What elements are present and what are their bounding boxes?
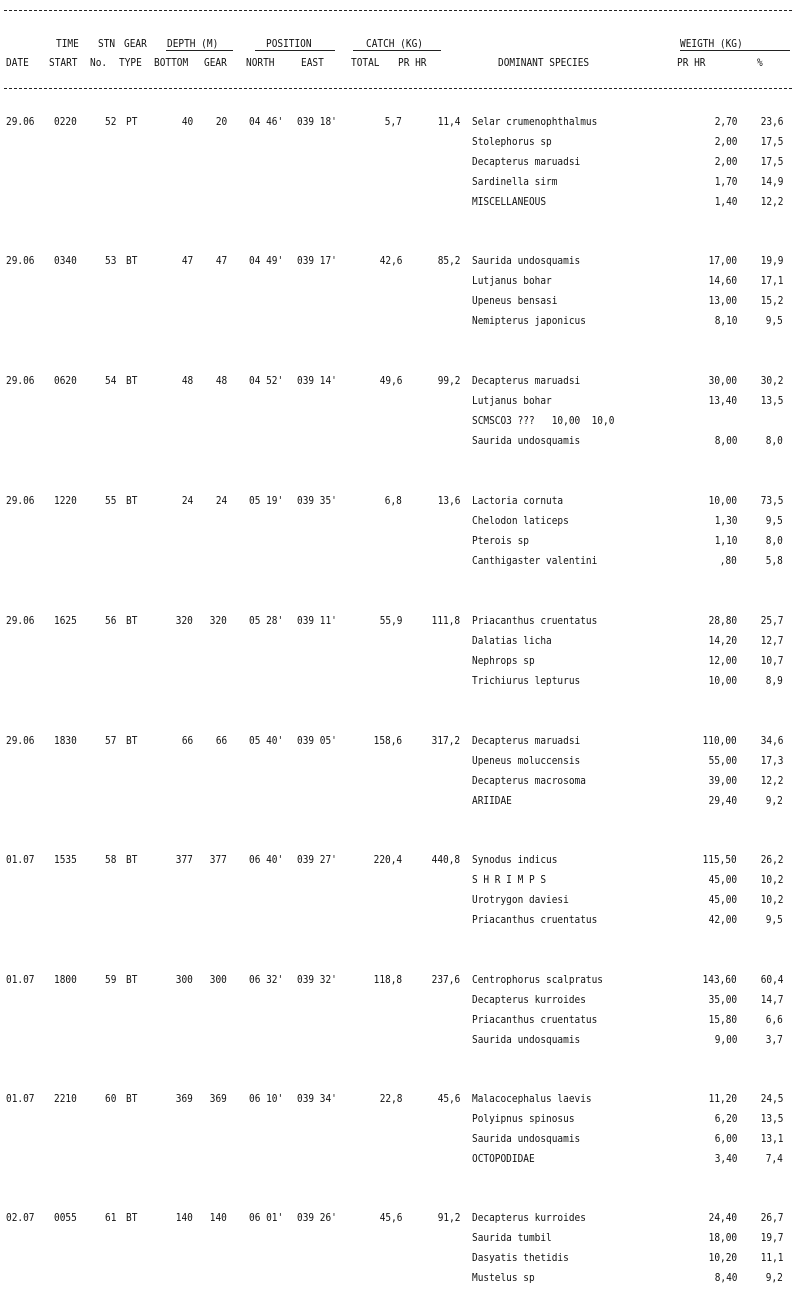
species-name: Sardinella sirm — [472, 175, 558, 188]
header-depth-top: DEPTH (M) — [167, 37, 219, 50]
header-catch-prhr: PR HR — [398, 56, 427, 69]
record-catch-prhr: 99,2 — [437, 374, 460, 387]
species-name: Chelodon laticeps — [472, 514, 569, 527]
record-depth-gear: 20 — [215, 115, 227, 128]
species-weight-percent: 9,5 — [765, 913, 783, 926]
species-weight-percent: 17,1 — [760, 274, 783, 287]
species-weight-prhr: 10,20 — [708, 1251, 737, 1264]
species-name: Upeneus bensasi — [472, 294, 558, 307]
species-weight-prhr: 2,00 — [714, 155, 737, 168]
record-depth-bottom: 377 — [175, 853, 193, 866]
record-position-east: 039 26' — [297, 1211, 337, 1224]
species-name: Priacanthus cruentatus — [472, 913, 598, 926]
species-weight-prhr: 15,80 — [708, 1013, 737, 1026]
record-time-start: 1625 — [54, 614, 77, 627]
species-weight-percent: 9,5 — [765, 514, 783, 527]
species-weight-prhr: 42,00 — [708, 913, 737, 926]
record-date: 29.06 — [6, 614, 35, 627]
header-north: NORTH — [246, 56, 275, 69]
header-catch-top: CATCH (KG) — [366, 37, 423, 50]
species-weight-percent: 30,2 — [760, 374, 783, 387]
species-weight-percent: 5,8 — [765, 554, 783, 567]
record-station-number: 60 — [105, 1092, 117, 1105]
species-name: Urotrygon daviesi — [472, 893, 569, 906]
record-station-number: 59 — [105, 973, 117, 986]
header-position-top: POSITION — [266, 37, 312, 50]
record-catch-total: 49,6 — [379, 374, 402, 387]
header-gear-bottom: TYPE — [119, 56, 142, 69]
species-name: Malacocephalus laevis — [472, 1092, 592, 1105]
record-position-north: 04 49' — [249, 254, 284, 267]
record-catch-prhr: 317,2 — [431, 734, 460, 747]
species-weight-percent: 24,5 — [760, 1092, 783, 1105]
species-weight-percent: 7,4 — [765, 1152, 783, 1165]
record-time-start: 2210 — [54, 1092, 77, 1105]
record-station-number: 54 — [105, 374, 117, 387]
record-position-north: 04 46' — [249, 115, 284, 128]
record-time-start: 0340 — [54, 254, 77, 267]
species-weight-prhr: 8,00 — [714, 434, 737, 447]
top-dashed-rule — [4, 10, 792, 11]
species-name: Pterois sp — [472, 534, 529, 547]
species-weight-prhr: ,80 — [719, 554, 737, 567]
species-weight-prhr: 39,00 — [708, 774, 737, 787]
species-weight-percent: 23,6 — [760, 115, 783, 128]
record-station-number: 57 — [105, 734, 117, 747]
record-date: 29.06 — [6, 734, 35, 747]
record-catch-prhr: 111,8 — [431, 614, 460, 627]
record-position-north: 06 01' — [249, 1211, 284, 1224]
species-name: S H R I M P S — [472, 873, 547, 886]
record-position-east: 039 17' — [297, 254, 337, 267]
record-time-start: 0620 — [54, 374, 77, 387]
species-name: Stolephorus sp — [472, 135, 552, 148]
depth-underline — [166, 50, 233, 51]
record-time-start: 1220 — [54, 494, 77, 507]
species-name: SCMSCO3 ??? 10,00 10,0 — [472, 414, 615, 427]
species-weight-percent: 17,5 — [760, 135, 783, 148]
species-weight-percent: 14,7 — [760, 993, 783, 1006]
position-underline — [255, 50, 335, 51]
species-weight-percent: 13,5 — [760, 394, 783, 407]
record-gear-type: PT — [126, 115, 138, 128]
header-time-bottom: START — [49, 56, 78, 69]
record-date: 01.07 — [6, 1092, 35, 1105]
header-dominant-species: DOMINANT SPECIES — [498, 56, 590, 69]
species-weight-percent: 10,2 — [760, 893, 783, 906]
record-catch-prhr: 11,4 — [437, 115, 460, 128]
record-gear-type: BT — [126, 973, 138, 986]
record-catch-prhr: 237,6 — [431, 973, 460, 986]
record-gear-type: BT — [126, 734, 138, 747]
record-position-east: 039 35' — [297, 494, 337, 507]
species-weight-prhr: 13,00 — [708, 294, 737, 307]
record-position-east: 039 18' — [297, 115, 337, 128]
header-stn-bottom: No. — [90, 56, 108, 69]
record-time-start: 0220 — [54, 115, 77, 128]
header-time-top: TIME — [56, 37, 79, 50]
record-time-start: 1535 — [54, 853, 77, 866]
species-name: Nemipterus japonicus — [472, 314, 586, 327]
species-name: Saurida undosquamis — [472, 434, 581, 447]
record-position-north: 04 52' — [249, 374, 284, 387]
record-depth-bottom: 47 — [181, 254, 193, 267]
record-gear-type: BT — [126, 1211, 138, 1224]
species-weight-percent: 11,1 — [760, 1251, 783, 1264]
record-date: 01.07 — [6, 853, 35, 866]
species-name: Centrophorus scalpratus — [472, 973, 604, 986]
record-depth-bottom: 369 — [175, 1092, 193, 1105]
species-weight-prhr: 143,60 — [702, 973, 737, 986]
record-time-start: 0055 — [54, 1211, 77, 1224]
record-station-number: 52 — [105, 115, 117, 128]
species-weight-prhr: 55,00 — [708, 754, 737, 767]
record-catch-total: 6,8 — [384, 494, 402, 507]
record-gear-type: BT — [126, 494, 138, 507]
species-weight-prhr: 14,60 — [708, 274, 737, 287]
record-date: 29.06 — [6, 374, 35, 387]
record-catch-prhr: 13,6 — [437, 494, 460, 507]
record-depth-bottom: 24 — [181, 494, 193, 507]
species-name: MISCELLANEOUS — [472, 195, 547, 208]
record-catch-total: 22,8 — [379, 1092, 402, 1105]
record-catch-total: 5,7 — [384, 115, 402, 128]
record-depth-bottom: 320 — [175, 614, 193, 627]
header-east: EAST — [301, 56, 324, 69]
record-gear-type: BT — [126, 853, 138, 866]
record-depth-gear: 369 — [209, 1092, 227, 1105]
record-date: 01.07 — [6, 973, 35, 986]
species-weight-prhr: 10,00 — [708, 494, 737, 507]
header-date: DATE — [6, 56, 29, 69]
species-weight-percent: 19,7 — [760, 1231, 783, 1244]
species-name: Synodus indicus — [472, 853, 558, 866]
species-name: Mustelus sp — [472, 1271, 535, 1284]
species-weight-prhr: 3,40 — [714, 1152, 737, 1165]
species-weight-prhr: 1,70 — [714, 175, 737, 188]
species-weight-prhr: 45,00 — [708, 893, 737, 906]
record-station-number: 55 — [105, 494, 117, 507]
header-gear-top: GEAR — [124, 37, 147, 50]
species-weight-prhr: 8,40 — [714, 1271, 737, 1284]
record-position-east: 039 32' — [297, 973, 337, 986]
species-weight-percent: 12,7 — [760, 634, 783, 647]
record-depth-bottom: 66 — [181, 734, 193, 747]
species-weight-prhr: 10,00 — [708, 674, 737, 687]
species-weight-percent: 10,7 — [760, 654, 783, 667]
species-name: Selar crumenophthalmus — [472, 115, 598, 128]
species-weight-percent: 26,2 — [760, 853, 783, 866]
species-weight-percent: 9,2 — [765, 1271, 783, 1284]
species-name: Decapterus maruadsi — [472, 734, 581, 747]
species-weight-percent: 3,7 — [765, 1033, 783, 1046]
species-weight-prhr: 8,10 — [714, 314, 737, 327]
species-name: Saurida undosquamis — [472, 1132, 581, 1145]
record-catch-prhr: 45,6 — [437, 1092, 460, 1105]
record-depth-bottom: 300 — [175, 973, 193, 986]
record-date: 29.06 — [6, 115, 35, 128]
species-weight-percent: 12,2 — [760, 195, 783, 208]
record-station-number: 61 — [105, 1211, 117, 1224]
record-depth-gear: 66 — [215, 734, 227, 747]
species-weight-prhr: 14,20 — [708, 634, 737, 647]
species-name: Priacanthus cruentatus — [472, 614, 598, 627]
record-date: 29.06 — [6, 254, 35, 267]
record-catch-prhr: 91,2 — [437, 1211, 460, 1224]
species-weight-prhr: 29,40 — [708, 794, 737, 807]
record-position-east: 039 34' — [297, 1092, 337, 1105]
record-catch-total: 42,6 — [379, 254, 402, 267]
species-weight-percent: 12,2 — [760, 774, 783, 787]
species-name: Saurida undosquamis — [472, 1033, 581, 1046]
species-name: Saurida undosquamis — [472, 254, 581, 267]
species-weight-percent: 17,3 — [760, 754, 783, 767]
species-weight-percent: 9,2 — [765, 794, 783, 807]
header-depth-bottom: BOTTOM — [154, 56, 189, 69]
record-position-north: 05 19' — [249, 494, 284, 507]
species-weight-percent: 6,6 — [765, 1013, 783, 1026]
species-weight-prhr: 24,40 — [708, 1211, 737, 1224]
species-weight-prhr: 28,80 — [708, 614, 737, 627]
record-catch-total: 158,6 — [373, 734, 402, 747]
record-position-north: 05 28' — [249, 614, 284, 627]
record-depth-gear: 47 — [215, 254, 227, 267]
species-name: Upeneus moluccensis — [472, 754, 581, 767]
species-name: Dasyatis thetidis — [472, 1251, 569, 1264]
species-weight-percent: 34,6 — [760, 734, 783, 747]
species-name: ARIIDAE — [472, 794, 512, 807]
species-weight-prhr: 9,00 — [714, 1033, 737, 1046]
species-weight-prhr: 18,00 — [708, 1231, 737, 1244]
species-weight-prhr: 2,70 — [714, 115, 737, 128]
species-weight-prhr: 13,40 — [708, 394, 737, 407]
catch-underline — [353, 50, 441, 51]
species-name: Lutjanus bohar — [472, 394, 552, 407]
species-weight-prhr: 110,00 — [702, 734, 737, 747]
species-weight-percent: 19,9 — [760, 254, 783, 267]
header-stn-top: STN — [98, 37, 116, 50]
header-weigth-top: WEIGTH (KG) — [680, 37, 743, 50]
record-date: 02.07 — [6, 1211, 35, 1224]
record-catch-total: 55,9 — [379, 614, 402, 627]
record-depth-gear: 24 — [215, 494, 227, 507]
species-weight-prhr: 30,00 — [708, 374, 737, 387]
record-position-east: 039 05' — [297, 734, 337, 747]
species-weight-percent: 9,5 — [765, 314, 783, 327]
record-depth-gear: 320 — [209, 614, 227, 627]
record-depth-gear: 48 — [215, 374, 227, 387]
species-weight-percent: 60,4 — [760, 973, 783, 986]
record-position-north: 06 40' — [249, 853, 284, 866]
header-weigth-prhr: PR HR — [677, 56, 706, 69]
record-position-east: 039 27' — [297, 853, 337, 866]
species-name: OCTOPODIDAE — [472, 1152, 535, 1165]
species-name: Decapterus maruadsi — [472, 374, 581, 387]
record-depth-gear: 377 — [209, 853, 227, 866]
record-position-north: 06 10' — [249, 1092, 284, 1105]
species-name: Canthigaster valentini — [472, 554, 598, 567]
species-name: Decapterus macrosoma — [472, 774, 586, 787]
record-position-north: 06 32' — [249, 973, 284, 986]
record-time-start: 1800 — [54, 973, 77, 986]
species-weight-percent: 8,9 — [765, 674, 783, 687]
record-gear-type: BT — [126, 374, 138, 387]
species-weight-percent: 26,7 — [760, 1211, 783, 1224]
record-position-north: 05 40' — [249, 734, 284, 747]
record-catch-total: 220,4 — [373, 853, 402, 866]
record-depth-bottom: 40 — [181, 115, 193, 128]
species-weight-percent: 15,2 — [760, 294, 783, 307]
species-weight-prhr: 12,00 — [708, 654, 737, 667]
record-station-number: 58 — [105, 853, 117, 866]
species-name: Saurida tumbil — [472, 1231, 552, 1244]
species-weight-percent: 13,5 — [760, 1112, 783, 1125]
record-date: 29.06 — [6, 494, 35, 507]
species-weight-prhr: 2,00 — [714, 135, 737, 148]
species-weight-prhr: 1,30 — [714, 514, 737, 527]
header-depth-gear: GEAR — [204, 56, 227, 69]
species-weight-percent: 10,2 — [760, 873, 783, 886]
species-weight-percent: 25,7 — [760, 614, 783, 627]
header-dashed-rule — [4, 88, 792, 89]
record-catch-total: 45,6 — [379, 1211, 402, 1224]
species-name: Polyipnus spinosus — [472, 1112, 575, 1125]
record-depth-bottom: 140 — [175, 1211, 193, 1224]
species-name: Lactoria cornuta — [472, 494, 564, 507]
species-weight-percent: 13,1 — [760, 1132, 783, 1145]
species-weight-prhr: 6,20 — [714, 1112, 737, 1125]
record-depth-bottom: 48 — [181, 374, 193, 387]
species-weight-prhr: 1,10 — [714, 534, 737, 547]
species-name: Trichiurus lepturus — [472, 674, 581, 687]
species-weight-percent: 73,5 — [760, 494, 783, 507]
species-name: Lutjanus bohar — [472, 274, 552, 287]
species-weight-percent: 8,0 — [765, 534, 783, 547]
record-position-east: 039 11' — [297, 614, 337, 627]
species-name: Nephrops sp — [472, 654, 535, 667]
species-name: Decapterus maruadsi — [472, 155, 581, 168]
species-weight-prhr: 35,00 — [708, 993, 737, 1006]
record-time-start: 1830 — [54, 734, 77, 747]
species-name: Priacanthus cruentatus — [472, 1013, 598, 1026]
record-position-east: 039 14' — [297, 374, 337, 387]
species-name: Decapterus kurroides — [472, 993, 586, 1006]
header-weigth-pct: % — [757, 56, 763, 69]
record-catch-prhr: 440,8 — [431, 853, 460, 866]
record-station-number: 56 — [105, 614, 117, 627]
species-weight-percent: 8,0 — [765, 434, 783, 447]
record-catch-prhr: 85,2 — [437, 254, 460, 267]
species-weight-prhr: 45,00 — [708, 873, 737, 886]
species-weight-prhr: 115,50 — [702, 853, 737, 866]
species-weight-percent: 14,9 — [760, 175, 783, 188]
species-weight-prhr: 17,00 — [708, 254, 737, 267]
record-gear-type: BT — [126, 254, 138, 267]
header-catch-total: TOTAL — [351, 56, 380, 69]
record-gear-type: BT — [126, 1092, 138, 1105]
species-weight-prhr: 11,20 — [708, 1092, 737, 1105]
record-depth-gear: 300 — [209, 973, 227, 986]
species-name: Dalatias licha — [472, 634, 552, 647]
weigth-underline — [680, 50, 790, 51]
record-catch-total: 118,8 — [373, 973, 402, 986]
record-depth-gear: 140 — [209, 1211, 227, 1224]
species-name: Decapterus kurroides — [472, 1211, 586, 1224]
record-gear-type: BT — [126, 614, 138, 627]
species-weight-prhr: 6,00 — [714, 1132, 737, 1145]
species-weight-percent: 17,5 — [760, 155, 783, 168]
record-station-number: 53 — [105, 254, 117, 267]
species-weight-prhr: 1,40 — [714, 195, 737, 208]
